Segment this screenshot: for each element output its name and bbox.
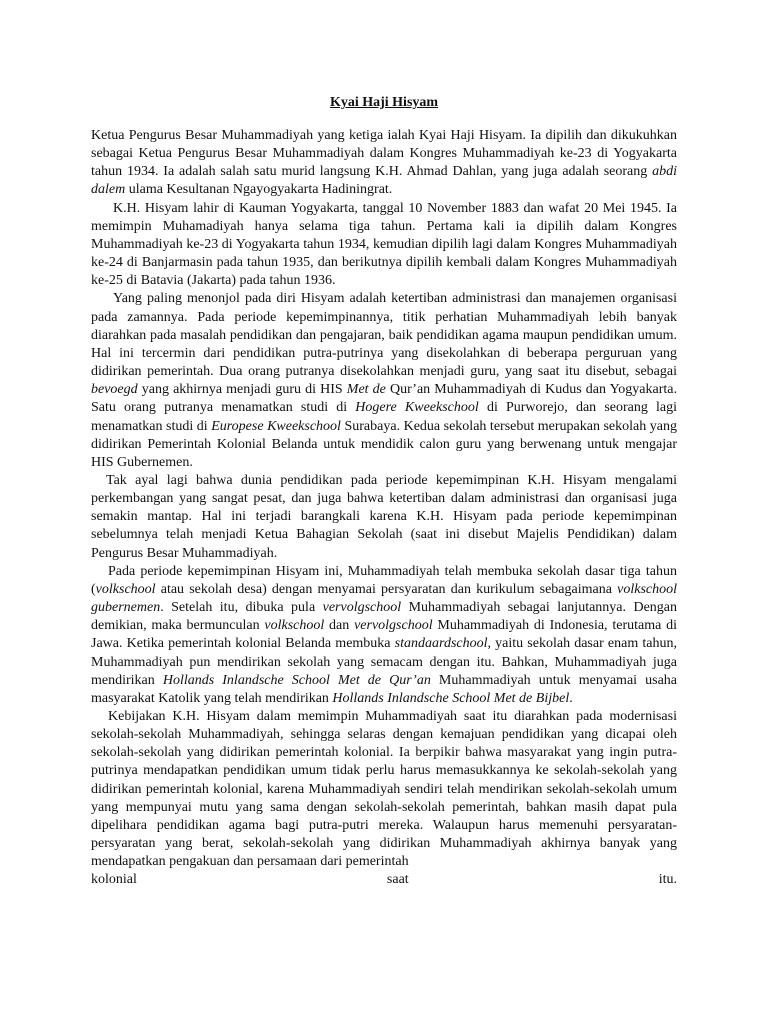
text-run: Tak ayal lagi bahwa dunia pendidikan pada periode kepemimpinan K.H. Hisyam mengalami perkembangan yang sangat pesat, dan juga bahwa ketertiban dalam administrasi dan organisasi juga semakin mantap. Hal ini terjadi barangkali karena K.H. Hisyam pada periode kepemimpinan sebelumnya telah menjadi Ketua Bahagian Sekolah (saat ini disebut Majelis Pendidikan) dalam Pengurus Besar Muhammadiyah. <box>91 472 677 561</box>
last-line-word: itu. <box>658 872 677 888</box>
paragraph <box>91 472 677 563</box>
italic-term: Met de <box>346 382 386 398</box>
text-run: K.H. Hisyam lahir di Kauman Yogyakarta, tanggal 10 November 1883 dan wafat 20 Mei 1945. Ia memimpin Muhamadiyah hanya selama tiga tahun. Pertama kali ia dipilih dalam Kongres Muhammadiyah ke-23 di Yogyakarta tahun 1934, kemudian dipilih lagi dalam Kongres Muhammadiyah ke-24 di Banjarmasin pada tahun 1935, dan berikutnya dipilih kembali dalam Kongres Muhammadiyah ke-25 di Batavia (Jakarta) pada tahun 1936. <box>91 200 677 289</box>
italic-term: vervolgschool <box>322 600 402 616</box>
text-run: Pada periode kepemimpinan Hisyam ini, Muhammadiyah telah membuka sekolah dasar tiga tahun ( <box>91 563 677 597</box>
text-run: yang akhirnya menjadi guru di HIS <box>137 382 347 398</box>
last-line-word: saat <box>386 872 409 888</box>
text-run: Ketua Pengurus Besar Muhammadiyah yang ketiga ialah Kyai Haji Hisyam. Ia dipilih dan dikukuhkan sebagai Ketua Pengurus Besar Muhammadiyah dalam Kongres Muhammadiyah ke-23 di Yogyakarta tahun 1934. Ia adalah salah satu murid langsung K.H. Ahmad Dahlan, yang juga adalah seorang <box>91 128 677 180</box>
text-run: . <box>569 690 573 706</box>
italic-term: volkschool gubernemen <box>91 581 677 616</box>
italic-term: bevoegd <box>91 382 138 398</box>
text-run: di Purworejo, dan seorang lagi menamatkan studi di <box>91 400 678 434</box>
italic-term: volkschool <box>95 581 156 597</box>
text-run: Qur’an Muhammadiyah di Kudus dan Yogyakarta. Satu orang putranya menamatkan studi di <box>91 382 677 416</box>
italic-term: Europese Kweekschool <box>211 418 341 434</box>
text-run: Surabaya. Kedua sekolah tersebut merupakan sekolah yang didirikan Pemerintah Kolonial Belanda untuk mendidik calon guru yang berwenang untuk mengajar HIS Gubernemen. <box>91 418 677 470</box>
document-body <box>91 127 677 890</box>
italic-term: Hollands Inlandsche School Met de Qur’an <box>162 672 431 688</box>
paragraph <box>91 127 677 200</box>
italic-term: Hollands Inlandsche School Met de Bijbel <box>332 690 570 706</box>
paragraph <box>91 290 677 472</box>
italic-term: Hogere Kweekschool <box>355 400 479 416</box>
italic-term: abdi dalem <box>91 164 677 198</box>
text-run: Muhammadiyah di Indonesia, terutama di Jawa. Ketika pemerintah kolonial Belanda membuka <box>91 618 677 652</box>
text-run: Yang paling menonjol pada diri Hisyam adalah ketertiban administrasi dan manajemen organisasi pada zamannya. Pada periode kepemimpinannya, titik perhatian Muhammadiyah lebih banyak diarahkan pada masalah pendidikan dan pengajaran, baik pendidikan agama maupun pendidikan umum. Hal ini tercermin dari pendidikan putra-putrinya yang disekolahkan di beberapa perguruan yang didirikan pemerintah. Dua orang putranya disekolahkan menjadi guru, yang saat itu disebut, sebagai <box>91 291 677 380</box>
paragraph <box>91 563 677 708</box>
italic-term: vervolgschool <box>354 618 433 634</box>
paragraph-last-line <box>91 871 677 889</box>
document-title: Kyai Haji Hisyam <box>329 95 439 110</box>
last-line-word: kolonial <box>91 872 137 888</box>
text-run: Kebijakan K.H. Hisyam dalam memimpin Muhammadiyah saat itu diarahkan pada modernisasi sekolah-sekolah Muhammadiyah, sehingga selaras dengan kemajuan pendidikan yang dicapai oleh sekolah-sekolah yang didirikan pemerintah kolonial. Ia berpikir bahwa masyarakat yang ingin putra-putrinya mendapatkan pendidikan umum tidak perlu harus memasukkannya ke sekolah-sekolah yang didirikan pemerintah kolonial, karena Muhammadiyah sendiri telah mendirikan sekolah-sekolah umum yang mempunyai mutu yang sama dengan sekolah-sekolah pemerintah, bahkan masih dapat pula dipelihara pendidikan agama bagi putra-putri mereka. Walaupun harus memenuhi persyaratan-persyaratan yang berat, sekolah-sekolah yang didirikan Muhammadiyah akhirnya banyak yang mendapatkan pengakuan dan persamaan dari pemerintah <box>91 709 677 870</box>
text-run: . Setelah itu, dibuka pula <box>160 600 323 616</box>
text-run: dan <box>324 618 355 634</box>
text-run: Muhammadiyah sebagai lanjutannya. Dengan demikian, maka bermunculan <box>91 600 677 634</box>
paragraph <box>91 708 677 871</box>
paragraph <box>91 200 677 291</box>
italic-term: volkschool <box>264 618 325 634</box>
text-run: atau sekolah desa) dengan menyamai persyaratan dan kurikulum sebagaimana <box>155 581 618 597</box>
italic-term: standaardschool <box>394 636 488 652</box>
text-run: , yaitu sekolah dasar enam tahun, Muhammadiyah pun mendirikan sekolah yang semacam dengan itu. Bahkan, Muhammadiyah juga mendirikan <box>91 636 677 688</box>
text-run: Muhammadiyah untuk menyamai usaha masyarakat Katolik yang telah mendirikan <box>91 672 677 706</box>
text-run: ulama Kesultanan Ngayogyakarta Hadiningrat. <box>125 182 393 198</box>
